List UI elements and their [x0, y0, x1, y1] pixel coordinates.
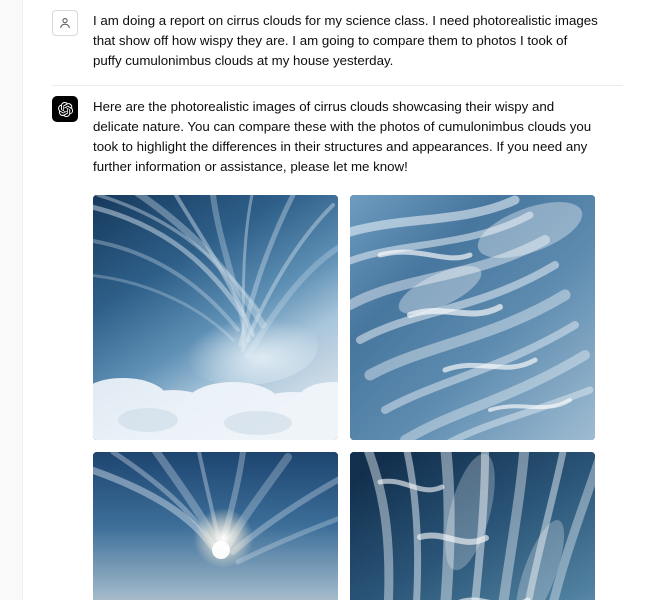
generated-image-2[interactable] — [350, 195, 595, 440]
user-message-turn — [22, 0, 653, 79]
sidebar-rail — [0, 0, 23, 600]
user-avatar — [52, 10, 78, 36]
user-avatar-icon — [58, 16, 72, 30]
generated-image-4[interactable] — [350, 452, 595, 600]
generated-image-3[interactable] — [93, 452, 338, 600]
conversation-thread — [22, 0, 653, 600]
assistant-avatar — [52, 96, 78, 122]
openai-logo-icon — [57, 101, 74, 118]
user-message-text — [93, 10, 598, 71]
assistant-message-turn — [22, 86, 653, 600]
generated-image-1[interactable] — [93, 195, 338, 440]
user-message-paragraph: I am doing a report on cirrus clouds for my science class. I need photorealistic images that show off how wispy they are. I am going to compare them to photos I took of puffy cumulonimbus clouds at my house yesterday. — [93, 13, 598, 68]
assistant-message-body — [93, 96, 598, 600]
generated-image-grid — [93, 195, 598, 600]
assistant-message-paragraph: Here are the photorealistic images of cirrus clouds showcasing their wispy and delicate nature. You can compare these with the photos of cumulonimbus clouds you took to highlight the differences in their structures and appearances. If you need any further information or assistance, please let me know! — [93, 99, 592, 174]
